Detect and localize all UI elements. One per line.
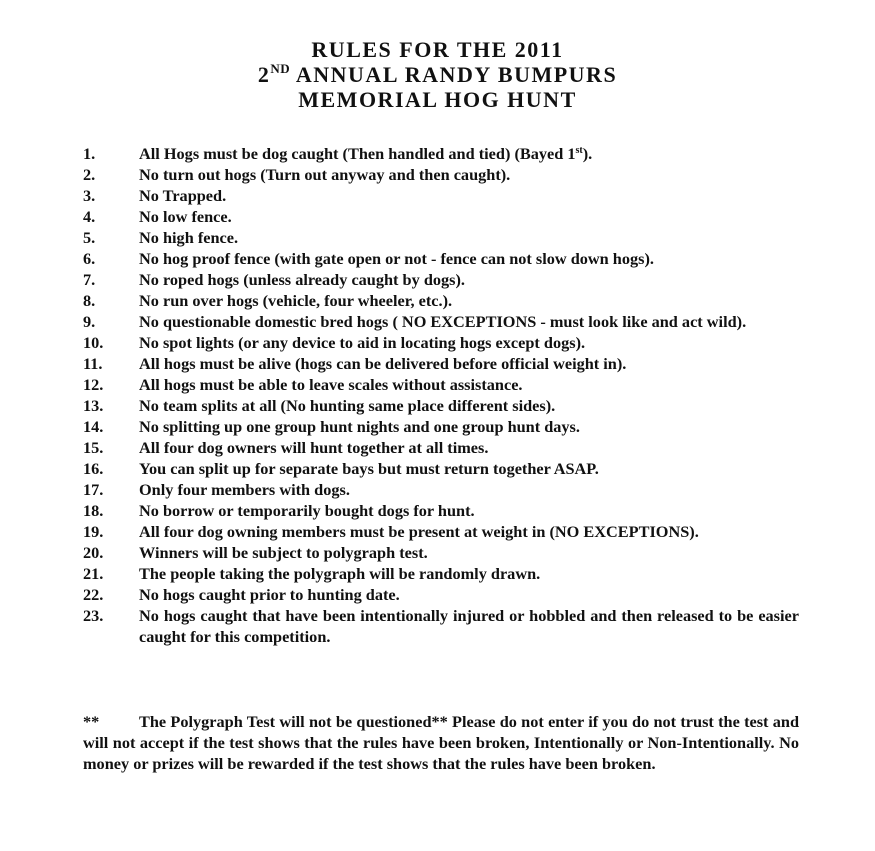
- rule-item: [83, 437, 799, 458]
- rule-item: [83, 143, 799, 164]
- rule-item: [83, 248, 799, 269]
- polygraph-note: [83, 711, 799, 774]
- rule-text-main: All hogs must be able to leave scales without assistance.: [139, 375, 523, 394]
- rule-text: [139, 185, 799, 206]
- rule-number: 8.: [83, 291, 96, 310]
- rule-number: 3.: [83, 186, 96, 205]
- rule-item: [83, 458, 799, 479]
- rule-number: 12.: [83, 375, 104, 394]
- rule-number: 21.: [83, 564, 104, 583]
- rule-number: 11.: [83, 354, 103, 373]
- rule-text-main: No splitting up one group hunt nights and one group hunt days.: [139, 417, 580, 436]
- rule-text: [139, 164, 799, 185]
- rule-item: [83, 416, 799, 437]
- rule-text: [139, 605, 799, 647]
- rule-text: [139, 584, 799, 605]
- rule-text-main: All four dog owners will hunt together at all times.: [139, 438, 489, 457]
- rule-number: 17.: [83, 480, 104, 499]
- rule-number: 19.: [83, 522, 104, 541]
- rule-item: [83, 227, 799, 248]
- rule-item: [83, 332, 799, 353]
- rule-number: 22.: [83, 585, 104, 604]
- rule-text-main: All Hogs must be dog caught (Then handled and tied) (Bayed 1: [139, 144, 576, 163]
- rule-text: [139, 416, 799, 437]
- rule-item: [83, 395, 799, 416]
- rule-item: [83, 185, 799, 206]
- rule-number: 1.: [83, 144, 96, 163]
- rule-number: 9.: [83, 312, 96, 331]
- rule-text: [139, 374, 799, 395]
- rule-item: [83, 353, 799, 374]
- rule-text-main: All hogs must be alive (hogs can be delivered before official weight in).: [139, 354, 627, 373]
- rule-item: [83, 374, 799, 395]
- title-ordinal-number: 2: [257, 61, 271, 87]
- rule-text: [139, 269, 799, 290]
- title-line-2: [0, 62, 875, 87]
- title-ordinal-suffix: ND: [270, 60, 291, 76]
- rule-number: 2.: [83, 165, 96, 184]
- rules-list: [83, 143, 799, 647]
- rule-number: 14.: [83, 417, 104, 436]
- rule-text: [139, 500, 799, 521]
- rule-text: [139, 206, 799, 227]
- rule-text-main: No run over hogs (vehicle, four wheeler, etc.).: [139, 291, 453, 310]
- rule-text-end: ).: [582, 144, 593, 163]
- rule-text: [139, 143, 799, 164]
- rule-text-main: No hogs caught prior to hunting date.: [139, 585, 400, 604]
- rule-item: [83, 584, 799, 605]
- rule-text: [139, 563, 799, 584]
- rule-text: [139, 332, 799, 353]
- rule-number: 15.: [83, 438, 104, 457]
- rule-number: 23.: [83, 606, 104, 625]
- rule-text-main: No borrow or temporarily bought dogs for hunt.: [139, 501, 475, 520]
- rule-number: 5.: [83, 228, 96, 247]
- rule-text-main: No roped hogs (unless already caught by dogs).: [139, 270, 465, 289]
- rule-text-main: No spot lights (or any device to aid in locating hogs except dogs).: [139, 333, 586, 352]
- rule-text: [139, 458, 799, 479]
- rule-text: [139, 521, 799, 542]
- rule-text: [139, 395, 799, 416]
- rule-number: 6.: [83, 249, 96, 268]
- rule-text-main: The people taking the polygraph will be randomly drawn.: [139, 564, 541, 583]
- title-line-2-text: ANNUAL RANDY BUMPURS: [290, 61, 618, 87]
- title-line-1: RULES FOR THE 2011: [311, 36, 564, 62]
- document-title: [0, 37, 875, 112]
- rule-text: [139, 248, 799, 269]
- rule-text-main: Only four members with dogs.: [139, 480, 350, 499]
- rule-text: [139, 542, 799, 563]
- rule-number: 7.: [83, 270, 96, 289]
- note-text: The Polygraph Test will not be questioned** Please do not enter if you do not trust the test and will not accept if the test shows that the rules have been broken, Intentionally or Non-Intentionally. No money or prizes will be rewarded if the test shows that the rules have been broken.: [83, 712, 799, 773]
- rule-text-main: No team splits at all (No hunting same place different sides).: [139, 396, 556, 415]
- rule-item: [83, 479, 799, 500]
- rule-text-main: No Trapped.: [139, 186, 227, 205]
- rule-number: 10.: [83, 333, 104, 352]
- rule-number: 16.: [83, 459, 104, 478]
- rule-text-main: All four dog owning members must be present at weight in (NO EXCEPTIONS).: [139, 522, 699, 541]
- rule-text-main: No high fence.: [139, 228, 239, 247]
- rule-item: [83, 311, 799, 332]
- rule-text: [139, 290, 799, 311]
- rule-text-main: Winners will be subject to polygraph test.: [139, 543, 428, 562]
- rule-number: 18.: [83, 501, 104, 520]
- title-line-3: MEMORIAL HOG HUNT: [298, 86, 577, 112]
- rule-text: [139, 353, 799, 374]
- rule-number: 20.: [83, 543, 104, 562]
- rule-item: [83, 269, 799, 290]
- rule-text-main: No hog proof fence (with gate open or not - fence can not slow down hogs).: [139, 249, 654, 268]
- rule-item: [83, 605, 799, 647]
- rule-item: [83, 500, 799, 521]
- rule-text-main: No questionable domestic bred hogs ( NO EXCEPTIONS - must look like and act wild).: [139, 312, 747, 331]
- note-marker: **: [83, 712, 100, 731]
- rule-item: [83, 164, 799, 185]
- rule-text-main: No low fence.: [139, 207, 232, 226]
- rule-item: [83, 206, 799, 227]
- rule-number: 4.: [83, 207, 96, 226]
- rule-number: 13.: [83, 396, 104, 415]
- rule-ordinal-suffix: st: [575, 145, 583, 156]
- rule-text: [139, 227, 799, 248]
- rule-text: [139, 311, 799, 332]
- rule-text-main: No hogs caught that have been intentionally injured or hobbled and then released to be easier caught for this competition.: [139, 606, 799, 646]
- rule-item: [83, 521, 799, 542]
- rule-text: [139, 437, 799, 458]
- rule-text-main: No turn out hogs (Turn out anyway and then caught).: [139, 165, 511, 184]
- rule-text-main: You can split up for separate bays but must return together ASAP.: [139, 459, 599, 478]
- rule-item: [83, 563, 799, 584]
- rule-item: [83, 290, 799, 311]
- rule-item: [83, 542, 799, 563]
- rule-text: [139, 479, 799, 500]
